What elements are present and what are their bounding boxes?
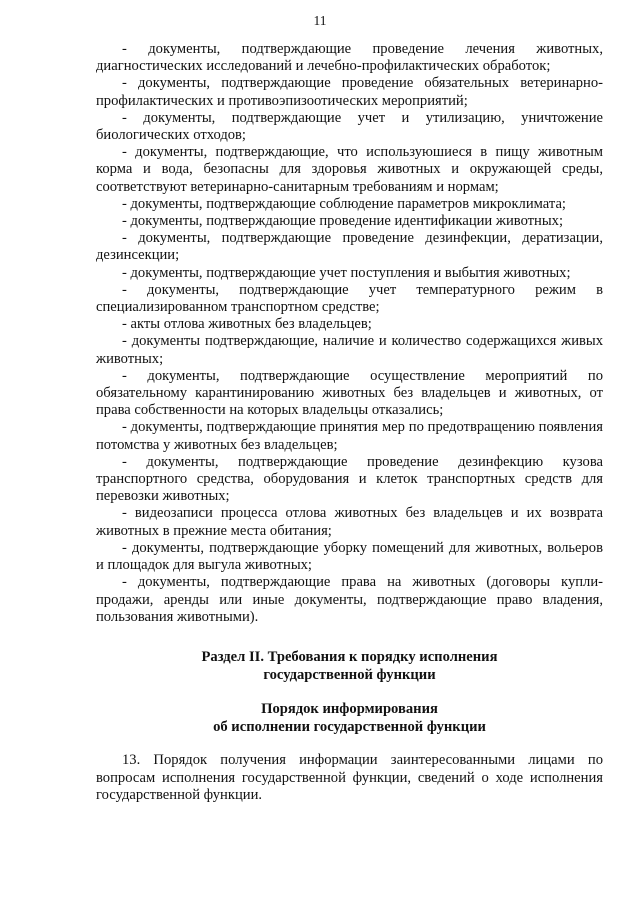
list-item: - документы, подтверждающие соблюдение параметров микроклимата; <box>122 195 566 212</box>
section-heading-line-2: государственной функции <box>263 667 436 683</box>
paragraph-13: 13. Порядок получения информации заинтересованными лицами по вопросам исполнения государственной функции, сведений о ходе исполнения государственной функции. <box>96 752 603 803</box>
list-item: - документы, подтверждающие осуществление мероприятий по обязательному карантинированию животных без владельцев и животных, от права собственности на которых владельцы отказались; <box>96 367 603 419</box>
list-item: - документы, подтверждающие проведение лечения животных, диагностических исследований и лечебно-профилактических обработок; <box>96 41 603 75</box>
list-item: - документы, подтверждающие учет температурного режим в специализированном транспортном средстве; <box>96 281 603 316</box>
list-item: - документы, подтверждающие проведение обязательных ветеринарно-профилактических и противоэпизоотических мероприятий; <box>96 75 603 109</box>
list-item: - документы, подтверждающие проведение дезинфекцию кузова транспортного средства, оборудования и клеток транспортных средств для перевозки животных; <box>96 453 603 505</box>
subheading <box>96 700 603 736</box>
list-item: - документы, подтверждающие уборку помещений для животных, вольеров и площадок для выгула животных; <box>96 539 603 574</box>
list-item: - документы, подтверждающие, что используюшиеся в пищу животным корма и вода, безопасны для здоровья животных и окружающей среды, соответствуют ветеринарно-санитарным требованиям и нормам; <box>96 144 603 195</box>
list-item: - документы, подтверждающие права на животных (договоры купли-продажи, аренды или иные документы, подтверждающие право владения, пользования животными). <box>96 574 603 625</box>
section-heading-line-1: Раздел II. Требования к порядку исполнения <box>201 649 498 665</box>
list-item: - документы, подтверждающие принятия мер по предотвращению появления потомства у животных без владельцев; <box>96 419 603 453</box>
page-number: 11 <box>313 13 327 28</box>
list-item: - документы, подтверждающие учет поступления и выбытия животных; <box>122 264 571 281</box>
list-item: - документы, подтверждающие учет и утилизацию, уничтожение биологических отходов; <box>96 109 603 144</box>
list-item: - документы, подтверждающие проведение дезинфекции, дератизации, дезинсекции; <box>96 230 603 264</box>
document-list <box>96 41 603 626</box>
section-heading <box>96 648 603 684</box>
list-item: - документы, подтверждающие проведение идентификации животных; <box>122 213 564 230</box>
subheading-line-1: Порядок информирования <box>261 701 438 717</box>
list-item: - акты отлова животных без владельцев; <box>122 316 372 333</box>
subheading-line-2: об исполнении государственной функции <box>213 719 486 735</box>
list-item: - видеозаписи процесса отлова животных без владельцев и их возврата животных в прежние места обитания; <box>96 505 603 539</box>
list-item: - документы подтверждающие, наличие и количество содержащихся живых животных; <box>96 333 603 367</box>
